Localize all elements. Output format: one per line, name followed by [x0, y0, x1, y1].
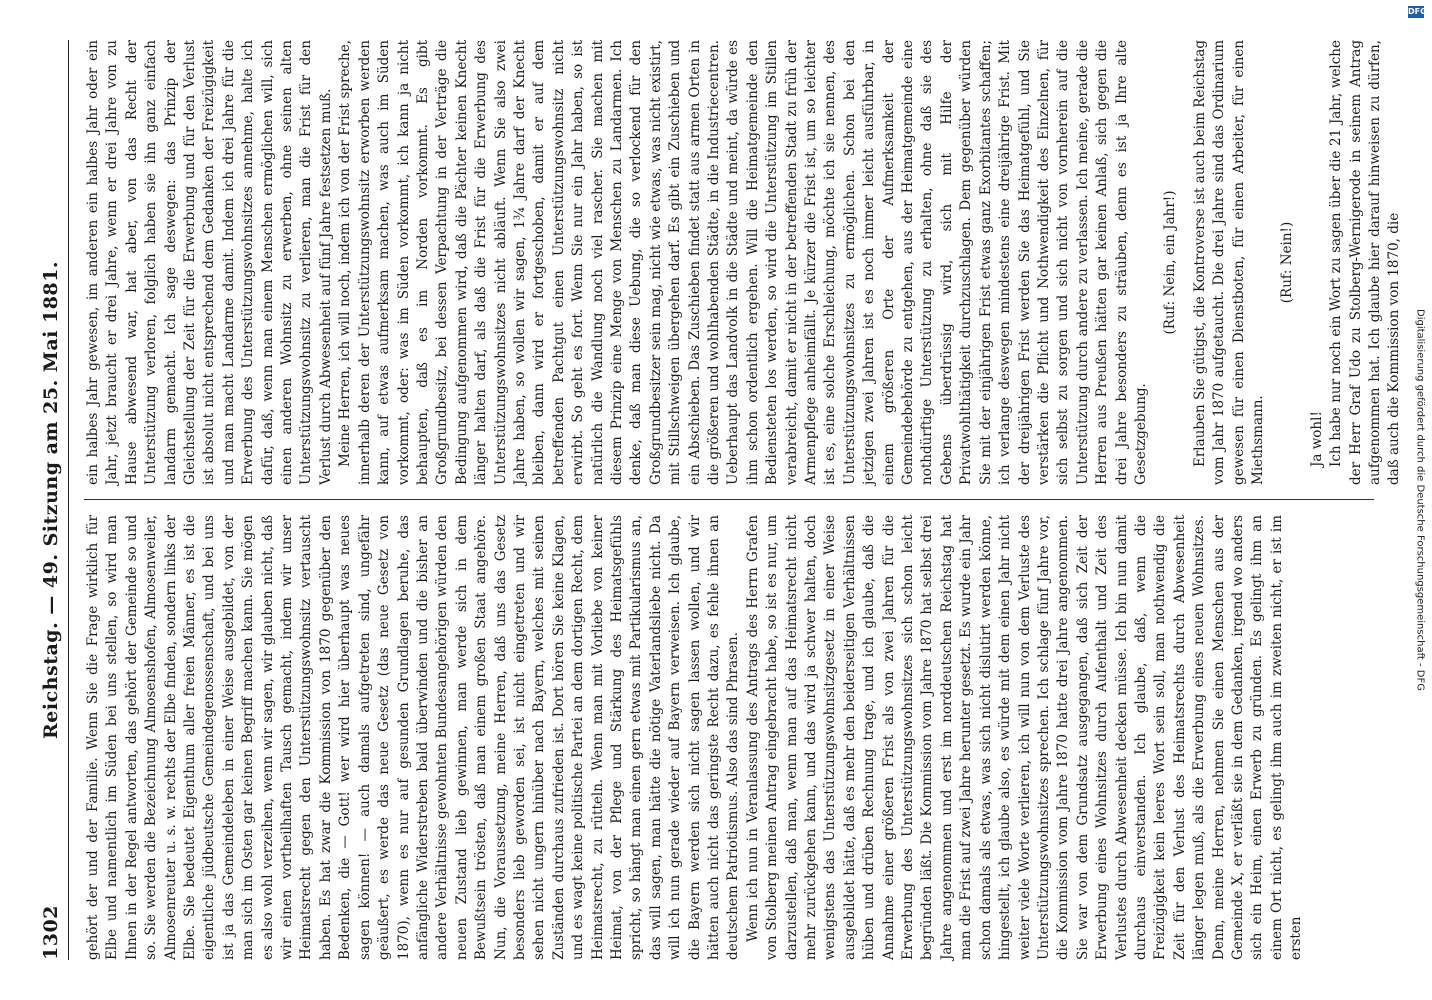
- paragraph: Ich habe nur noch ein Wort zu sagen über die 21 Jahr, welche der Herr Graf Udo zu Stolberg-Wernigerode in seinem Antrag aufgenommen hat. Ich glaube hier darauf hinweisen zu dürfen, daß auch die Kommission von 1870, die: [1328, 40, 1403, 485]
- paragraph: Wenn ich nun in Veranlassung des Antrags des Herrn Grafen von Stolberg meinen Antrag eingebracht habe, so ist es nur, um darzustellen, daß man, wenn man auf das Heimatsrecht nicht mehr zurückgehen kann, und das wird ja schwer halten, doch wenigstens das Unterstützungswohnsitzgesetz in einer Weise ausgebildet hätte, daß es mehr den beiderseitigen Verhältnissen hüben und drüben Rechnung trage, und ich glaube, daß die Annahme einer größeren Frist als von zwei Jahren für die Erwerbung des Unterstützungswohnsitzes sich schon leicht begründen läßt. Die Kommission vom Jahre 1870 hat selbst drei Jahre angenommen und erst im norddeutschen Reichstag hat man die Frist auf zwei Jahre herunter gesetzt. Es wurde ein Jahr schon damals als etwas, was sich nicht dislutirt werden könne, hingestellt, ich glaube also, es würde mit dem einen Jahr nicht weiter viele Worte verlieren, ich will nun von dem Verluste des Unterstützungswohnsitzes sprechen. Ich schlage fünf Jahre vor, die Kommission vom Jahre 1870 hatte drei Jahre angenommen. Sie war von dem Grundsatz ausgegangen, daß sich Zeit der Erwerbung eines Wohnsitzes durch Aufenthalt und Zeit des Verlustes durch Abwesenheit decken müsse. Ich bin nun damit durchaus einverstanden. Ich glaube, daß, wenn die Freizügigkeit kein leeres Wort sein soll, man nothwendig die Zeit für den Verlust des Heimatsrechts durch Abwesenheit länger legen muß, als die Erwerbung eines neuen Wohnsitzes. Denn, meine Herren, nehmen Sie einen Menschen aus der Gemeinde X, er verläßt sie in dem Gedanken, irgend wo anders sich ein Heim, einen Erwerb zu gründen. Es gelingt ihm an einem Ort nicht, es gelingt ihm auch im zweiten nicht, er ist im ersten: [744, 515, 1305, 960]
- paragraph: (Ruf: Nein!): [1279, 221, 1296, 304]
- paragraph: Erlauben Sie gütigst, die Kontroverse ist auch beim Reichstag vom Jahr 1870 aufgetaucht. Die drei Jahre sind das Ordinarium gewesen für einen Dienstboten, für einen Arbeiter, für einen Miethsmann.: [1191, 40, 1266, 485]
- paragraph: Ja wohl!: [1308, 411, 1325, 467]
- text-column-right: [84, 40, 1403, 485]
- paragraph: gehört der und der Familie. Wenn Sie die Frage wirklich für Elbe und namentlich im Süden bei uns stellen, so wird man Ihnen in der Regel antworten, das gehört der Gemeinde so und so. Sie werden die Bezeichnung Almosenshofen, Almosenweiler, Almosenreuter u. s. w. rechts der Elbe finden, sondern links der Elbe. Sie bedeutet Eigenthum aller freien Männer, es ist die eigentliche jüdbeutsche Gemeindegenossenschaft, und bei uns ist ja das Gemeindeleben in einer Weise ausgebildet, von der man sich im Osten gar keinen Begriff machen kann. Sie mögen es also wohl verzeihen, wenn wir sagen, wir glauben nicht, daß wir einen vortheilhaften Tausch gemacht, indem wir unser Heimatsrecht gegen den Unterstützungswohnsitz vertauscht haben. Es hat zwar die Kommission von 1870 gegenüber den Bedenken, die — Gott! wer wird hier überhaupt was neues sagen können! — auch damals aufgetreten sind, ungefähr geäußert, es werde das neue Gesetz (das neue Gesetz von 1870), wenn es nur auf gesunden Grundlagen beruhe, das anfängliche Widerstreben bald überwinden und die bisher an andere Verhältnisse gewohnten Bundesangehörigen würden den neuen Zustand lieb gewinnen, man werde sich in dem Bewußtsein trösten, daß man einem großen Staat angehöre. Nun, die Voraussetzung, meine Herren, daß uns das Gesetz besonders lieb geworden sei, ist nicht eingetreten und wir sehen nicht ungern hinüber nach Bayern, welches mit seinen Zuständen durchaus zufrieden ist. Dort hören Sie keine Klagen, und es wagt keine politische Partei an dem dortigen Recht, dem Heimatsrecht, zu rütteln. Wenn man mit Vorliebe von keiner Heimat, von der Pflege und Stärkung des Heimatsgefühls spricht, so hängt man einen gern etwas mit Partikularismus an, das will sagen, man hätte die nötige Vaterlandsliebe nicht. Da will ich nun gerade wieder auf Bayern verweisen. Ich glaube, die Bayern werden sich nicht sagen lassen wollen, und wir hätten auch nicht das geringste Recht dazu, es fehle ihnen an deutschem Patriotismus. Also das sind Phrasen.: [85, 515, 742, 960]
- digitization-credit: [1408, 40, 1432, 960]
- paragraph: (Ruf: Nein, ein Jahr!): [1162, 190, 1179, 335]
- running-title: Reichstag. — 49. Sitzung am 25. Mai 1881.: [40, 261, 62, 739]
- dfg-logo: DFG: [1408, 7, 1427, 16]
- column-divider: [84, 499, 1374, 500]
- digitization-credit-text: Digitalisierung gefördert durch die Deutsche Forschungsgemeinschaft - DFG: [1414, 308, 1426, 692]
- page-number: 1302: [40, 905, 62, 960]
- paragraph: ein halbes Jahr gewesen, im anderen ein halbes Jahr oder ein Jahr, jetzt braucht er drei Jahre, wenn er drei Jahre von zu Hause abwesend war, hat aber, von das Recht der Unterstützung verloren, folglich haben sie ihn ganz einfach landarm gemacht. Ich sage deswegen: das Prinzip der Gleichstellung der Zeit für die Erwerbung und für den Verlust ist absolut nicht entsprechend dem Gedanken der Freizügigkeit und man macht Landarme damit. Indem ich drei Jahre für die Erwerbung des Unterstützungswohnsitzes annehme, halte ich dafür, daß, wenn man einem Menschen ermöglichen will, sich einen anderen Wohnsitz zu erwerben, ohne seinen alten Unterstützungswohnsitz zu verlieren, man die Frist für den Verlust durch Abwesenheit auf fünf Jahre festsetzen muß.: [85, 40, 334, 485]
- text-column-left: [84, 515, 1384, 960]
- page-header: [38, 40, 69, 960]
- paragraph: Meine Herren, ich will noch, indem ich von der Frist spreche, innerhalb deren der Unterstützungswohnsitz erworben werden kann, auf etwas aufmerksam machen, was auch im Süden vorkommt, oder: was im Süden vorkommt, ich kann ja nicht behaupten, daß es im Norden vorkommt. Es gibt Großgrundbesitz, bei dessen Verpachtung in der Verträge die Bedingung aufgenommen wird, daß die Pächter keinen Knecht länger halten darf, als daß die Frist für die Erwerbung des Unterstützungswohnsitzes nicht abläuft. Wenn Sie also zwei Jahre haben, so wollen wir sagen, 1¾ Jahre darf der Knecht bleiben, dann wird er fortgeschoben, damit er auf dem betreffenden Pachtgut einen Unterstützungswohnsitz nicht erwirbt. So geht es fort. Wenn Sie nur ein Jahr haben, so ist natürlich die Wandlung noch viel rascher. Sie machen mit diesem Prinzip eine Menge von Menschen zu Landarmen. Ich denke, daß man diese Uebung, die so verlockend für den Großgrundbesitzer sein mag, nicht wie etwas, was nicht existirt, mit Stillschweigen übergehen darf. Es gibt ein Zuschieben und ein Abschieben. Das Zuschieben findet statt aus armen Orten in die größeren und wohlhabenden Städte, in die Industriecentren. Ueberhaupt das Landvolk in die Städte und meint, da würde es ihm schon ordentlich ergehen. Will die Heimatgemeinde den Bediensteten los werden, so wird die Unterstützung im Stillen verabreicht, damit er nicht in der betreffenden Stadt zu früh der Armenpflege anheimfällt. Je kürzer die Frist ist, um so leichter ist es, eine solche Erschleichung, möchte ich sie nennen, des Unterstützungswohnsitzes zu ermöglichen. Schon bei den jetzigen zwei Jahren ist es noch immer leicht ausführbar, in einem größeren Orte der Aufmerksamkeit der Gemeindebehörde zu entgehen, aus der Heimatgemeinde eine nothdürftige Unterstützung zu erhalten, ohne daß sie des Gebens überdrüssig wird, sich mit Hilfe der Privatwohlthätigkeit durchzuschlagen. Dem gegenüber würden Sie mit der einjährigen Frist etwas ganz Exorbitantes schaffen; ich verlange deswegen mindestens eine dreijährige Frist. Mit der dreijährigen Frist werden Sie das Heimatgefühl, und Sie verstärken die Pflicht und Nothwendigkeit des Einzelnen, für sich selbst zu sorgen und sich nicht von vornherein auf die Unterstützung durch andere zu verlassen. Ich meine, gerade die Herren aus Preußen hätten gar keinen Anlaß, sich gegen die drei Jahre besonders zu sträuben, denn es ist ja Ihre alte Gesetzgebung.: [337, 40, 1149, 485]
